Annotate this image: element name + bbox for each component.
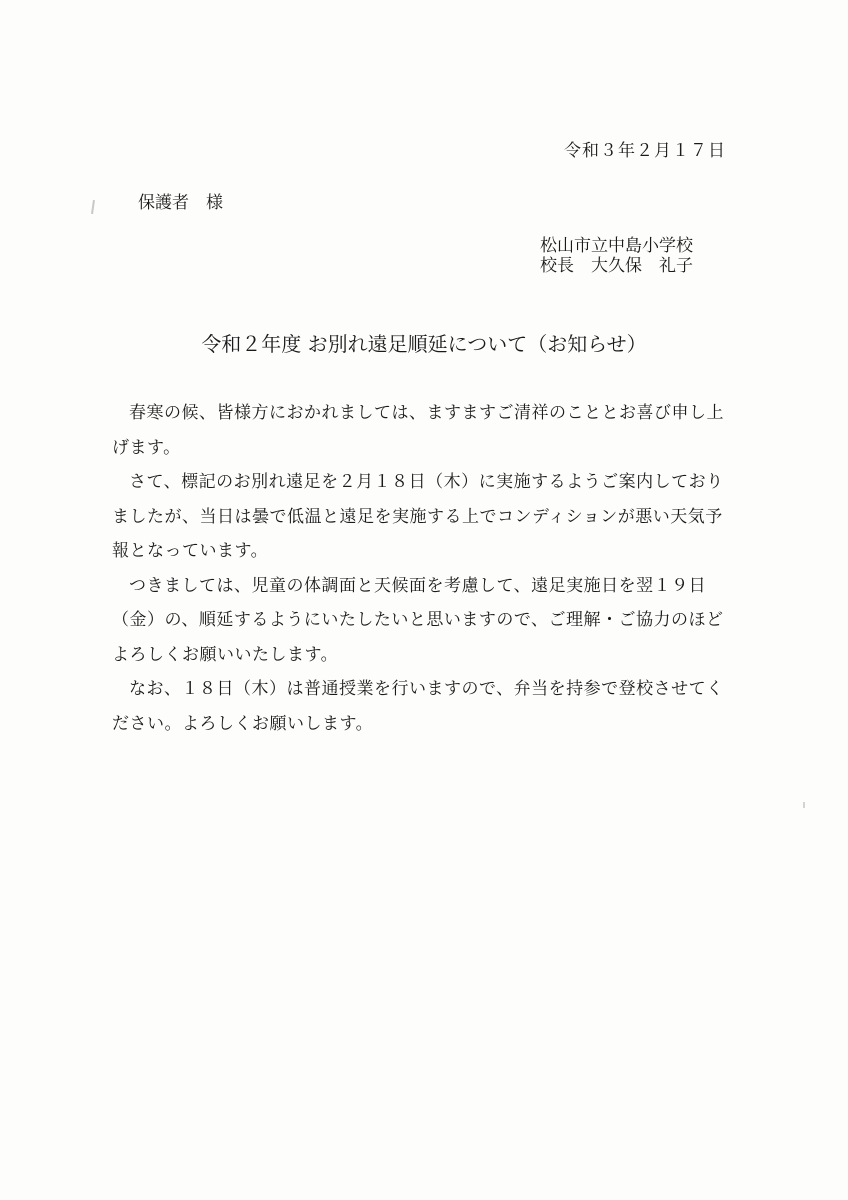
addressee: 保護者 様 xyxy=(138,193,223,213)
body-paragraph: つきましては、児童の体調面と天候面を考慮して、遠足実施日を翌１９日（金）の、順延するようにいたしたいと思いますので、ご理解・ご協力のほどよろしくお願いいたします。 xyxy=(112,575,724,665)
letter-body xyxy=(112,396,724,741)
sender-block xyxy=(540,236,693,276)
scan-artifact xyxy=(91,200,95,214)
sender-principal: 校長 大久保 礼子 xyxy=(540,256,693,276)
letter-date: 令和３年２月１７日 xyxy=(564,141,726,161)
body-paragraph: さて、標記のお別れ遠足を２月１８日（木）に実施するようご案内しておりましたが、当日は曇で低温と遠足を実施する上でコンディションが悪い天気予報となっています。 xyxy=(112,472,724,561)
sender-school: 松山市立中島小学校 xyxy=(540,236,693,256)
body-paragraph: なお、１８日（木）は普通授業を行いますので、弁当を持参で登校させてください。よろしくお願いします。 xyxy=(112,679,724,734)
body-paragraph: 春寒の候、皆様方におかれましては、ますますご清祥のこととお喜び申し上げます。 xyxy=(112,403,724,458)
letter-title: 令和２年度 お別れ遠足順延について（お知らせ） xyxy=(201,332,647,356)
scan-artifact xyxy=(803,802,805,808)
